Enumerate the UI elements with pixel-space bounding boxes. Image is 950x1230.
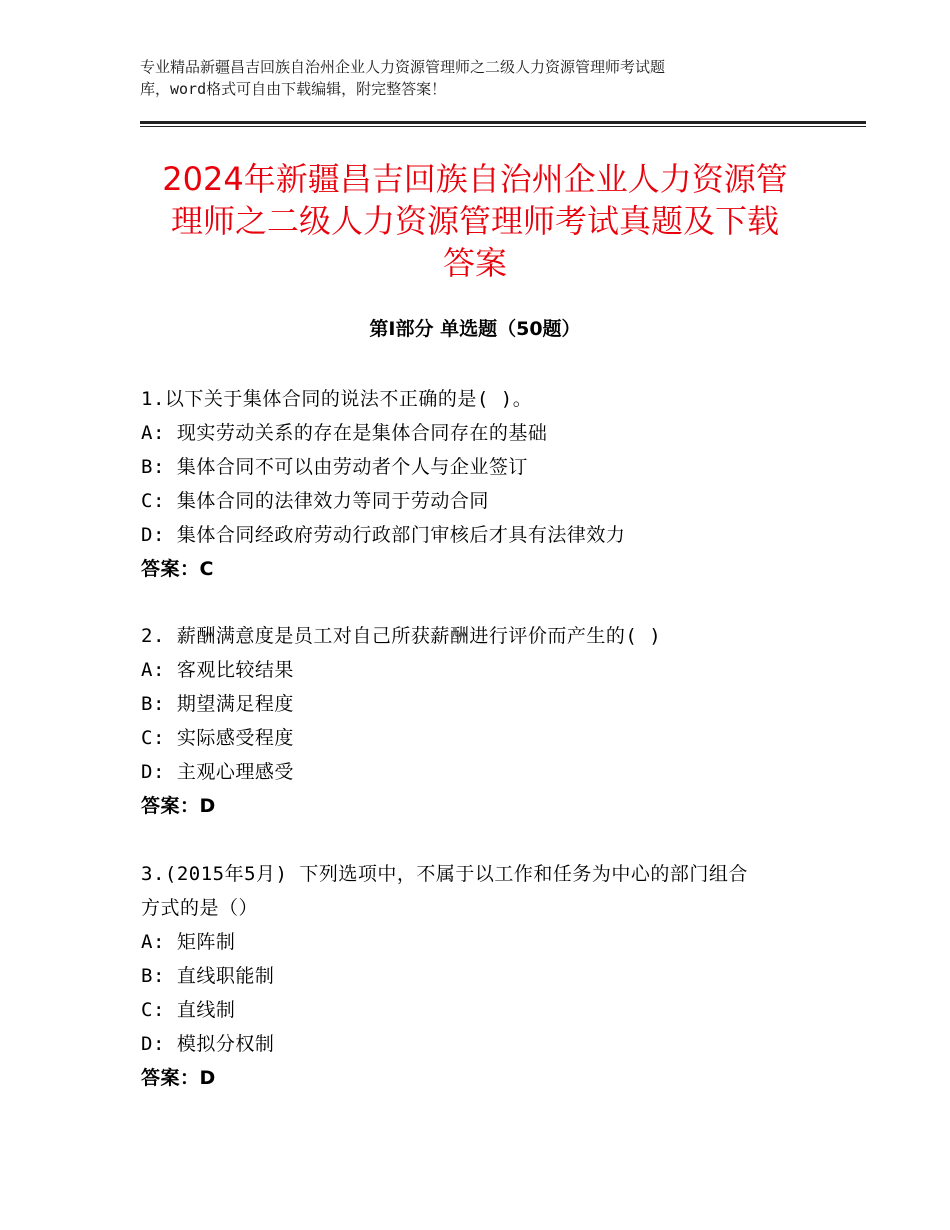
- header-divider-thin: [140, 126, 866, 127]
- option-b: B: 期望满足程度: [141, 693, 294, 715]
- header-note: [140, 56, 810, 100]
- question-3: [141, 857, 821, 1095]
- option-c: C: 实际感受程度: [141, 727, 294, 749]
- answer-label: 答案：D: [141, 1067, 216, 1089]
- header-note-line-2: 库，word格式可自由下载编辑，附完整答案！: [140, 80, 447, 98]
- answer-label: 答案：C: [141, 558, 214, 580]
- document-title-line-1: 2024年新疆昌吉回族自治州企业人力资源管: [162, 160, 788, 198]
- question-2: [141, 619, 821, 823]
- section-title: 第Ⅰ部分 单选题（50题）: [369, 318, 581, 340]
- option-d: D: 集体合同经政府劳动行政部门审核后才具有法律效力: [141, 524, 626, 546]
- option-a: A: 客观比较结果: [141, 659, 294, 681]
- question-1: [141, 382, 821, 586]
- option-c: C: 直线制: [141, 999, 236, 1021]
- document-title-line-3: 答案: [442, 244, 507, 282]
- option-d: D: 模拟分权制: [141, 1033, 275, 1055]
- document-title: [120, 158, 830, 284]
- header-divider-thick: [140, 121, 866, 124]
- option-d: D: 主观心理感受: [141, 761, 294, 783]
- question-stem: 2. 薪酬满意度是员工对自己所获薪酬进行评价而产生的( ): [141, 625, 662, 647]
- option-b: B: 集体合同不可以由劳动者个人与企业签订: [141, 456, 528, 478]
- option-b: B: 直线职能制: [141, 965, 275, 987]
- question-stem: 1.以下关于集体合同的说法不正确的是( )。: [141, 388, 533, 410]
- question-stem-line-1: 3.(2015年5月) 下列选项中，不属于以工作和任务为中心的部门组合: [141, 863, 748, 885]
- header-note-line-1: 专业精品新疆昌吉回族自治州企业人力资源管理师之二级人力资源管理师考试题: [140, 58, 666, 76]
- question-stem-line-2: 方式的是（）: [141, 897, 259, 919]
- answer-label: 答案：D: [141, 795, 216, 817]
- option-c: C: 集体合同的法律效力等同于劳动合同: [141, 490, 489, 512]
- document-title-line-2: 理师之二级人力资源管理师考试真题及下载: [170, 202, 779, 240]
- option-a: A: 矩阵制: [141, 931, 236, 953]
- option-a: A: 现实劳动关系的存在是集体合同存在的基础: [141, 422, 548, 444]
